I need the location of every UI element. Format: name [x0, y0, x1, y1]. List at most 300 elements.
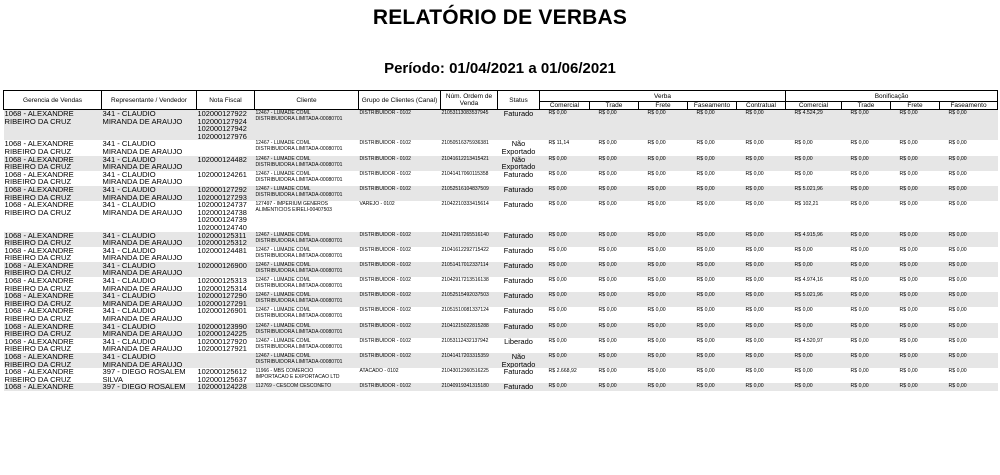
cell-representante-line: 341 - CLAUDIO — [102, 201, 156, 210]
cell-bonificacao: R$ 0,00 — [891, 323, 940, 338]
cell-bonificacao: R$ 0,00 — [891, 262, 940, 277]
cell-bonificacao: R$ 0,00 — [842, 262, 891, 277]
cell-cliente-line: 127497 - IMPERIUM GENEROS — [255, 201, 329, 208]
cell-verba: R$ 0,00 — [548, 201, 567, 208]
cell-bonificacao: R$ 0,00 — [842, 156, 891, 171]
cell-verba: R$ 0,00 — [598, 246, 617, 253]
cell-status-line: Faturado — [503, 261, 534, 270]
cell-representante-line: 341 - CLAUDIO — [102, 155, 156, 164]
cell-verba: R$ 0,00 — [590, 292, 639, 307]
cell-bonificacao: R$ 0,00 — [940, 292, 998, 307]
cell-verba: R$ 0,00 — [647, 246, 666, 253]
cell-gerencia-line: RIBEIRO DA CRUZ — [4, 283, 72, 293]
cell-cliente — [255, 338, 359, 353]
cell-verba: R$ 0,00 — [548, 277, 567, 284]
cell-bonificacao: R$ 0,00 — [940, 186, 998, 201]
cell-status-line: Não — [511, 140, 526, 149]
table-row — [4, 186, 998, 201]
cell-bonificacao: R$ 0,00 — [891, 156, 940, 171]
cell-gerencia-line: 1068 - ALEXANDRE — [4, 322, 74, 331]
table-row — [4, 383, 998, 391]
cell-representante-line: 341 - CLAUDIO — [102, 337, 156, 346]
cell-verba: R$ 0,00 — [737, 232, 786, 247]
cell-verba: R$ 0,00 — [696, 337, 715, 344]
verbas-table — [3, 90, 998, 391]
cell-cliente — [255, 262, 359, 277]
cell-verba: R$ 0,00 — [639, 292, 688, 307]
cell-gerencia-line: RIBEIRO DA CRUZ — [4, 374, 72, 384]
cell-gerencia — [4, 307, 102, 322]
cell-representante-line: MIRANDA DE ARAUJO — [102, 344, 183, 353]
cell-representante-line: MIRANDA DE ARAUJO — [102, 298, 183, 308]
report-title: RELATÓRIO DE VERBAS — [372, 6, 628, 29]
cell-ordem: 21041417203315359 — [441, 353, 498, 368]
cell-verba: R$ 0,00 — [696, 277, 715, 284]
cell-ordem: 21052516104837509 — [441, 186, 498, 201]
cell-nota-fiscal-line: 102000127292 — [197, 185, 247, 194]
cell-status — [498, 140, 540, 155]
cell-nota-fiscal-line: 102000124740 — [197, 222, 247, 232]
cell-verba: R$ 0,00 — [737, 262, 786, 277]
table-row — [4, 368, 998, 383]
cell-verba: R$ 0,00 — [639, 232, 688, 247]
cell-bonificacao: R$ 102,21 — [794, 201, 819, 208]
cell-gerencia — [4, 292, 102, 307]
cell-gerencia — [4, 383, 102, 391]
cell-nota-fiscal-line: 102000124261 — [197, 170, 247, 179]
cell-representante — [102, 338, 197, 353]
cell-cliente-line: 12467 - LUMADE COML — [255, 155, 311, 162]
cell-grupo: DISTRIBUIDOR - 0102 — [359, 170, 411, 177]
cell-bonificacao: R$ 0,00 — [850, 140, 869, 147]
cell-bonificacao: R$ 0,00 — [842, 232, 891, 247]
cell-representante-line: MIRANDA DE ARAUJO — [102, 238, 183, 247]
cell-status-line: Faturado — [503, 109, 534, 118]
cell-verba: R$ 0,00 — [688, 353, 737, 368]
cell-grupo: DISTRIBUIDOR - 0102 — [359, 156, 441, 171]
cell-verba: R$ 0,00 — [540, 156, 590, 171]
cell-representante-line: SILVA — [102, 374, 123, 384]
cell-bonificacao: R$ 0,00 — [842, 186, 891, 201]
cell-status — [498, 110, 540, 141]
cell-status-line: Faturado — [503, 170, 534, 179]
cell-cliente-line: DISTRIBUIDORA LIMITADA-00080701 — [255, 252, 343, 259]
cell-representante-line: 341 - CLAUDIO — [102, 231, 156, 240]
cell-bonificacao: R$ 0,00 — [842, 110, 891, 141]
cell-status — [498, 368, 540, 383]
cell-bonificacao: R$ 0,00 — [891, 292, 940, 307]
cell-verba: R$ 0,00 — [688, 292, 737, 307]
cell-ordem: 21041612292715422 — [441, 246, 489, 253]
cell-representante-line: 341 - CLAUDIO — [102, 109, 156, 118]
cell-bonificacao: R$ 0,00 — [891, 232, 940, 247]
cell-bonificacao: R$ 0,00 — [899, 337, 918, 344]
cell-representante — [102, 307, 197, 322]
cell-cliente-line: 12467 - LUMADE COML — [255, 140, 311, 147]
cell-bonificacao: R$ 4.974,16 — [794, 277, 823, 284]
cell-gerencia-line: 1068 - ALEXANDRE — [4, 231, 74, 240]
cell-verba: R$ 0,00 — [647, 368, 666, 375]
cell-cliente-line: 12467 - LUMADE COML — [255, 185, 311, 192]
cell-grupo: DISTRIBUIDOR - 0102 — [359, 292, 441, 307]
cell-nota-fiscal-line: 102000124737 — [197, 201, 247, 210]
cell-status-line: Exportado — [501, 162, 536, 171]
cell-nota-fiscal-line: 102000125314 — [197, 283, 247, 293]
report-period: Período: 01/04/2021 a 01/06/2021 — [384, 60, 616, 77]
table-row — [4, 232, 998, 247]
cell-cliente-line: 12467 - LUMADE COML — [255, 170, 311, 177]
cell-bonificacao: R$ 0,00 — [850, 170, 869, 177]
cell-status — [498, 156, 540, 171]
cell-representante — [102, 156, 197, 171]
cell-bonificacao: R$ 0,00 — [786, 383, 842, 391]
cell-nota-fiscal — [197, 262, 255, 277]
cell-cliente-line: DISTRIBUIDORA LIMITADA-00080701 — [255, 176, 343, 183]
cell-representante-line: MIRANDA DE ARAUJO — [102, 359, 183, 369]
cell-gerencia-line: RIBEIRO DA CRUZ — [4, 116, 72, 126]
cell-nota-fiscal-line: 102000125312 — [197, 238, 247, 247]
cell-verba: R$ 0,00 — [688, 156, 737, 171]
cell-verba: R$ 0,00 — [737, 353, 786, 368]
cell-representante — [102, 171, 197, 186]
cell-ordem: 21053112432137942 — [441, 337, 489, 344]
cell-bonificacao: R$ 0,00 — [940, 110, 998, 141]
cell-representante-line: MIRANDA DE ARAUJO — [102, 207, 183, 217]
cell-cliente-line: 12467 - LUMADE COML — [255, 337, 311, 344]
col-verba-frete: Frete — [639, 102, 688, 110]
cell-representante-line: 341 - CLAUDIO — [102, 353, 156, 361]
cell-verba: R$ 0,00 — [540, 186, 590, 201]
cell-cliente-line: DISTRIBUIDORA LIMITADA-00080701 — [255, 116, 343, 122]
cell-bonificacao: R$ 0,00 — [891, 353, 940, 368]
cell-verba: R$ 0,00 — [745, 277, 764, 284]
cell-nota-fiscal-line: 102000124738 — [197, 207, 247, 217]
table-row — [4, 201, 998, 231]
cell-bonificacao: R$ 0,00 — [940, 323, 998, 338]
cell-representante — [102, 201, 197, 231]
cell-representante-line: MIRANDA DE ARAUJO — [102, 253, 183, 262]
cell-ordem: 21043012360516225 — [441, 368, 489, 375]
cell-gerencia-line: RIBEIRO DA CRUZ — [4, 314, 72, 323]
cell-status-line: Exportado — [501, 146, 536, 156]
cell-cliente — [255, 292, 359, 307]
col-ordem: Núm. Ordem de Venda — [441, 91, 498, 110]
cell-cliente-line: DISTRIBUIDORA LIMITADA-00080701 — [255, 267, 343, 274]
cell-nota-fiscal-line: 102000127291 — [197, 298, 247, 308]
cell-representante-line: MIRANDA DE ARAUJO — [102, 268, 183, 278]
cell-bonificacao: R$ 0,00 — [842, 292, 891, 307]
cell-gerencia-line: 1068 - ALEXANDRE — [4, 140, 74, 149]
cell-representante-line: 341 - CLAUDIO — [102, 170, 156, 179]
cell-ordem: 21053113083537945 — [441, 110, 498, 141]
cell-status — [498, 201, 540, 231]
table-row — [4, 307, 998, 322]
cell-cliente-line: 12467 - LUMADE COML — [255, 353, 311, 359]
cell-bonificacao: R$ 0,00 — [842, 323, 891, 338]
cell-status-line: Faturado — [503, 368, 534, 377]
cell-nota-fiscal-line: 102000124481 — [197, 246, 247, 255]
cell-cliente-line: 12467 - LUMADE COML — [255, 292, 311, 299]
cell-cliente-line: DISTRIBUIDORA LIMITADA-00080701 — [255, 237, 343, 244]
cell-bonificacao: R$ 0,00 — [948, 170, 967, 177]
cell-representante — [102, 262, 197, 277]
cell-verba: R$ 0,00 — [639, 383, 688, 391]
col-verba-trade: Trade — [590, 102, 639, 110]
cell-ordem: 21052515492037503 — [441, 292, 498, 307]
cell-verba: R$ 0,00 — [540, 232, 590, 247]
cell-bonificacao: R$ 0,00 — [899, 368, 918, 375]
cell-verba: R$ 0,00 — [598, 201, 617, 208]
cell-representante — [102, 277, 197, 292]
cell-verba: R$ 0,00 — [696, 368, 715, 375]
cell-verba: R$ 0,00 — [548, 170, 567, 177]
cell-gerencia — [4, 201, 102, 231]
cell-verba: R$ 0,00 — [639, 262, 688, 277]
cell-verba: R$ 0,00 — [737, 383, 786, 391]
cell-verba: R$ 11,14 — [548, 140, 570, 147]
cell-verba: R$ 0,00 — [737, 292, 786, 307]
cell-gerencia-line: 1068 - ALEXANDRE — [4, 337, 74, 346]
cell-nota-fiscal-line: 102000127942 — [197, 124, 247, 134]
cell-verba: R$ 0,00 — [647, 201, 666, 208]
cell-status — [498, 262, 540, 277]
cell-gerencia-line: 1068 - ALEXANDRE — [4, 261, 74, 270]
cell-representante — [102, 140, 197, 155]
cell-cliente-line: 12467 - LUMADE COML — [255, 110, 311, 116]
cell-cliente-line: 12467 - LUMADE COML — [255, 231, 311, 238]
cell-verba: R$ 0,00 — [688, 232, 737, 247]
cell-grupo: DISTRIBUIDOR - 0102 — [359, 323, 441, 338]
cell-verba: R$ 0,00 — [745, 201, 764, 208]
cell-representante-line: MIRANDA DE ARAUJO — [102, 146, 183, 156]
cell-nota-fiscal — [197, 201, 255, 231]
cell-bonificacao: R$ 0,00 — [786, 323, 842, 338]
cell-status-line: Faturado — [503, 246, 534, 255]
cell-verba: R$ 0,00 — [745, 246, 764, 253]
cell-representante-line: 341 - CLAUDIO — [102, 322, 156, 331]
cell-cliente-line: DISTRIBUIDORA LIMITADA-00080701 — [255, 283, 343, 290]
cell-nota-fiscal — [197, 307, 255, 322]
cell-bonificacao: R$ 0,00 — [948, 201, 967, 208]
cell-verba: R$ 0,00 — [540, 323, 590, 338]
cell-nota-fiscal — [197, 323, 255, 338]
cell-cliente — [255, 323, 359, 338]
cell-grupo: ATACADO - 0102 — [359, 368, 399, 375]
cell-verba: R$ 0,00 — [688, 262, 737, 277]
cell-verba: R$ 0,00 — [590, 232, 639, 247]
cell-nota-fiscal — [197, 140, 255, 155]
cell-cliente-line: DISTRIBUIDORA LIMITADA-00080701 — [255, 298, 343, 305]
cell-representante — [102, 247, 197, 262]
cell-verba: R$ 0,00 — [540, 110, 590, 141]
cell-bonificacao: R$ 0,00 — [794, 368, 813, 375]
cell-nota-fiscal — [197, 186, 255, 201]
cell-verba: R$ 0,00 — [688, 383, 737, 391]
cell-gerencia-line: 1068 - ALEXANDRE — [4, 201, 74, 210]
cell-gerencia-line: RIBEIRO DA CRUZ — [4, 192, 72, 202]
cell-nota-fiscal — [197, 110, 255, 141]
cell-cliente-line: DISTRIBUIDORA LIMITADA-00080701 — [255, 313, 343, 320]
table-row — [4, 262, 998, 277]
cell-cliente-line: IMPORTACAO E EXPORTACAO LTD — [255, 374, 340, 381]
cell-representante — [102, 353, 197, 368]
cell-gerencia — [4, 247, 102, 262]
cell-bonificacao: R$ 0,00 — [891, 110, 940, 141]
cell-verba: R$ 0,00 — [540, 383, 590, 391]
cell-representante-line: 341 - CLAUDIO — [102, 140, 156, 149]
cell-representante-line: 397 - DIEGO ROSALEM — [102, 383, 186, 391]
cell-bonificacao: R$ 0,00 — [850, 246, 869, 253]
cell-nota-fiscal-line: 102000127293 — [197, 192, 247, 202]
cell-grupo: DISTRIBUIDOR - 0102 — [359, 337, 411, 344]
cell-bonificacao: R$ 0,00 — [940, 232, 998, 247]
cell-cliente — [255, 232, 359, 247]
cell-bonificacao: R$ 0,00 — [850, 307, 869, 314]
cell-representante — [102, 292, 197, 307]
cell-verba: R$ 0,00 — [745, 307, 764, 314]
cell-nota-fiscal-line: 102000126900 — [197, 261, 247, 270]
cell-cliente-line: ALIMENTICIOS EIRELI-00407503 — [255, 207, 332, 214]
cell-gerencia — [4, 186, 102, 201]
cell-verba: R$ 0,00 — [688, 186, 737, 201]
cell-verba: R$ 0,00 — [598, 337, 617, 344]
cell-cliente-line: 112769 - CESCOM CESCONETO — [255, 383, 332, 390]
cell-bonificacao: R$ 0,00 — [899, 140, 918, 147]
cell-bonificacao: R$ 0,00 — [850, 337, 869, 344]
cell-bonificacao: R$ 0,00 — [794, 246, 813, 253]
cell-grupo: DISTRIBUIDOR - 0102 — [359, 110, 441, 141]
cell-verba: R$ 0,00 — [647, 170, 666, 177]
cell-cliente-line: DISTRIBUIDORA LIMITADA-00080701 — [255, 161, 343, 168]
table-body — [4, 110, 998, 391]
col-representante: Representante / Vendedor — [102, 91, 197, 110]
cell-status-line: Faturado — [503, 383, 534, 391]
cell-gerencia-line: 1068 - ALEXANDRE — [4, 155, 74, 164]
cell-nota-fiscal-line: 102000125311 — [197, 231, 247, 240]
cell-status-line: Exportado — [501, 359, 536, 369]
cell-bonificacao: R$ 0,00 — [948, 337, 967, 344]
table-row — [4, 110, 998, 141]
cell-bonificacao: R$ 0,00 — [940, 156, 998, 171]
col-nota-fiscal: Nota Fiscal — [197, 91, 255, 110]
cell-gerencia — [4, 368, 102, 383]
cell-ordem: 21051510081337124 — [441, 307, 489, 314]
cell-gerencia-line: 1068 - ALEXANDRE — [4, 353, 74, 361]
cell-grupo: DISTRIBUIDOR - 0102 — [359, 262, 441, 277]
cell-nota-fiscal-line: 102000127976 — [197, 131, 247, 141]
cell-gerencia-line: RIBEIRO DA CRUZ — [4, 268, 72, 278]
table-row — [4, 156, 998, 171]
cell-nota-fiscal-line: 102000127921 — [197, 344, 247, 353]
cell-representante — [102, 323, 197, 338]
cell-status-line: Faturado — [503, 231, 534, 240]
cell-cliente-line: DISTRIBUIDORA LIMITADA-00080701 — [255, 328, 343, 335]
cell-verba: R$ 0,00 — [745, 368, 764, 375]
cell-cliente — [255, 353, 359, 368]
cell-cliente — [255, 247, 359, 262]
cell-representante-line: MIRANDA DE ARAUJO — [102, 162, 183, 171]
col-bonif-frete: Frete — [891, 102, 940, 110]
cell-cliente — [255, 383, 359, 391]
cell-representante — [102, 383, 197, 391]
cell-gerencia — [4, 232, 102, 247]
cell-verba: R$ 0,00 — [598, 277, 617, 284]
cell-bonificacao: R$ 4.915,96 — [786, 232, 842, 247]
cell-bonificacao: R$ 5.021,96 — [786, 292, 842, 307]
cell-cliente-line: 12467 - LUMADE COML — [255, 277, 311, 284]
cell-gerencia — [4, 156, 102, 171]
cell-verba: R$ 0,00 — [598, 140, 617, 147]
cell-bonificacao: R$ 0,00 — [786, 353, 842, 368]
cell-verba: R$ 0,00 — [639, 186, 688, 201]
cell-status — [498, 277, 540, 292]
cell-representante-line: MIRANDA DE ARAUJO — [102, 329, 183, 338]
cell-status — [498, 292, 540, 307]
cell-cliente — [255, 140, 359, 155]
cell-gerencia-line: 1068 - ALEXANDRE — [4, 383, 74, 391]
cell-representante-line: 397 - DIEGO ROSALEM — [102, 368, 186, 377]
cell-cliente-line: DISTRIBUIDORA LIMITADA-00080701 — [255, 191, 343, 198]
cell-verba: R$ 0,00 — [647, 337, 666, 344]
cell-status-line: Faturado — [503, 201, 534, 210]
cell-status-line: Faturado — [503, 322, 534, 331]
cell-representante-line: MIRANDA DE ARAUJO — [102, 314, 183, 323]
cell-gerencia — [4, 110, 102, 141]
cell-cliente-line: 12467 - LUMADE COML — [255, 246, 311, 253]
cell-gerencia-line: RIBEIRO DA CRUZ — [4, 207, 72, 217]
cell-bonificacao: R$ 0,00 — [948, 277, 967, 284]
cell-representante — [102, 368, 197, 383]
cell-verba: R$ 0,00 — [590, 110, 639, 141]
cell-verba: R$ 0,00 — [598, 170, 617, 177]
cell-gerencia-line: RIBEIRO DA CRUZ — [4, 162, 72, 171]
cell-ordem: 21042917265516140 — [441, 232, 498, 247]
cell-verba: R$ 0,00 — [745, 170, 764, 177]
cell-bonificacao: R$ 0,00 — [899, 307, 918, 314]
col-grupo: Grupo de Clientes (Canal) — [359, 91, 441, 110]
cell-bonificacao: R$ 0,00 — [948, 368, 967, 375]
cell-nota-fiscal — [197, 338, 255, 353]
cell-gerencia-line: RIBEIRO DA CRUZ — [4, 329, 72, 338]
cell-cliente-line: 12467 - LUMADE COML — [255, 307, 311, 314]
cell-verba: R$ 0,00 — [696, 140, 715, 147]
cell-bonificacao: R$ 0,00 — [891, 186, 940, 201]
cell-representante-line: 341 - CLAUDIO — [102, 246, 156, 255]
cell-ordem: 21050516375936381 — [441, 140, 489, 147]
cell-gerencia-line: 1068 - ALEXANDRE — [4, 307, 74, 316]
cell-nota-fiscal — [197, 247, 255, 262]
cell-bonificacao: R$ 0,00 — [899, 170, 918, 177]
cell-gerencia-line: RIBEIRO DA CRUZ — [4, 146, 72, 156]
cell-verba: R$ 0,00 — [696, 246, 715, 253]
cell-status — [498, 186, 540, 201]
cell-ordem: 21041612213415421 — [441, 156, 498, 171]
cell-nota-fiscal — [197, 156, 255, 171]
cell-cliente-line: 12467 - LUMADE COML — [255, 322, 311, 329]
cell-verba: R$ 0,00 — [639, 353, 688, 368]
table-row — [4, 247, 998, 262]
cell-bonificacao: R$ 0,00 — [948, 307, 967, 314]
cell-ordem: 21042210333415614 — [441, 201, 489, 208]
cell-nota-fiscal-line: 102000126901 — [197, 307, 247, 316]
cell-nota-fiscal-line: 102000124482 — [197, 155, 247, 164]
col-bonif-comercial: Comercial — [786, 102, 842, 110]
cell-status-line: Não — [511, 353, 526, 361]
cell-cliente-line: DISTRIBUIDORA LIMITADA-00080701 — [255, 343, 343, 350]
cell-bonificacao: R$ 0,00 — [794, 307, 813, 314]
table-row — [4, 323, 998, 338]
cell-nota-fiscal — [197, 171, 255, 186]
